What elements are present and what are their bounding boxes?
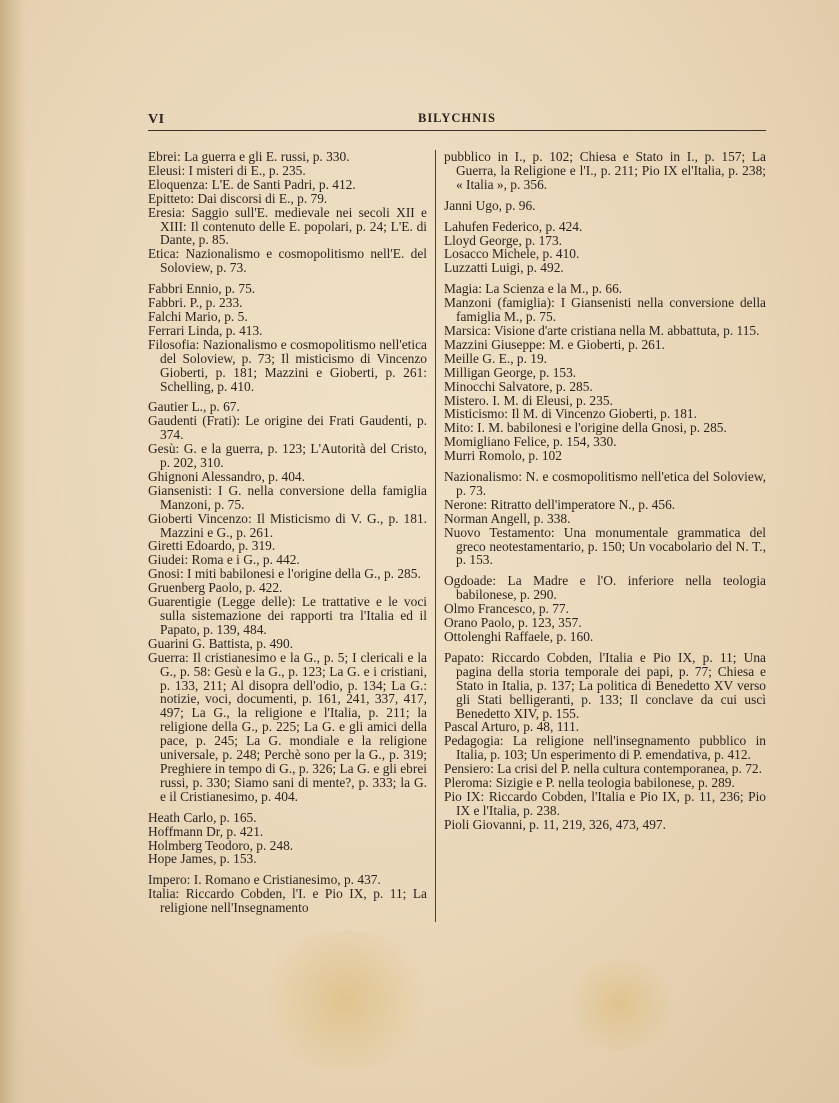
index-entry: Orano Paolo, p. 123, 357. xyxy=(444,615,582,631)
index-entry: Lloyd George, p. 173. xyxy=(444,232,563,248)
index-letter-group xyxy=(444,199,766,213)
index-entry: Giudei: Roma e i G., p. 442. xyxy=(148,552,300,568)
index-entry: Norman Angell, p. 338. xyxy=(444,510,571,526)
index-entry: Guarentigie (Legge delle): Le trattative e le voci sulla sistemazione dei rapporti tra l'Italia ed il Papato, p. 139, 484. xyxy=(148,594,427,637)
index-entry: Gnosi: I miti babilonesi e l'origine della G., p. 285. xyxy=(148,566,421,582)
index-entry: Pioli Giovanni, p. 11, 219, 326, 473, 497. xyxy=(444,816,666,832)
page-number: VI xyxy=(148,112,165,127)
index-entry: Pascal Arturo, p. 48, 111. xyxy=(444,719,580,735)
index-letter-group xyxy=(148,811,427,867)
index-entry: Italia: Riccardo Cobden, l'I. e Pio IX, p. 11; La religione nell'Insegnamento xyxy=(148,886,427,916)
index-entry: Gautier L., p. 67. xyxy=(148,399,240,415)
index-entry: Mito: I. M. babilonesi e l'origine della Gnosi, p. 285. xyxy=(444,420,727,436)
index-entry: Olmo Francesco, p. 77. xyxy=(444,601,569,617)
index-entry: Giansenisti: I G. nella conversione della famiglia Manzoni, p. 75. xyxy=(148,482,427,512)
page-edge-shadow xyxy=(0,0,26,1103)
index-entry: Momigliano Felice, p. 154, 330. xyxy=(444,434,617,450)
index-entry: Epitteto: Dai discorsi di E., p. 79. xyxy=(148,190,328,206)
index-letter-group xyxy=(444,220,766,276)
index-entry: Pensiero: La crisi del P. nella cultura contemporanea, p. 72. xyxy=(444,761,762,777)
index-entry: Ferrari Linda, p. 413. xyxy=(148,322,263,338)
index-entry: Manzoni (famiglia): I Giansenisti nella conversione della famiglia M., p. 75. xyxy=(444,295,766,325)
paper-stain xyxy=(560,960,680,1050)
index-entry: Giretti Edoardo, p. 319. xyxy=(148,538,276,554)
index-entry: Meille G. E., p. 19. xyxy=(444,350,548,366)
index-entry: Eleusi: I misteri di E., p. 235. xyxy=(148,162,306,178)
index-letter-group xyxy=(148,282,427,393)
index-entry: Eloquenza: L'E. de Santi Padri, p. 412. xyxy=(148,176,356,192)
index-entry: Ogdoade: La Madre e l'O. inferiore nella teologia babilonese, p. 290. xyxy=(444,573,766,603)
index-entry: Holmberg Teodoro, p. 248. xyxy=(148,837,294,853)
journal-title: BILYCHNIS xyxy=(417,111,496,125)
index-entry: Janni Ugo, p. 96. xyxy=(444,197,536,213)
index-entry: pubblico in I., p. 102; Chiesa e Stato in I., p. 157; La Guerra, la Religione e l'I., p. 211; Pio IX el'Italia, p. 238; « Italia », p. 356. xyxy=(444,149,766,192)
index-entry: Guarini G. Battista, p. 490. xyxy=(148,635,294,651)
index-entry: Marsica: Visione d'arte cristiana nella M. abbattuta, p. 115. xyxy=(444,322,760,338)
index-entry: Guerra: Il cristianesimo e la G., p. 5; I clericali e la G., p. 58: Gesù e la G., p. 123; La G. e i cristiani, p. 133, 211; Al disopra dell'odio, p. 134; La G.: notizie, voci, documenti, p. 161, 241, 337, 417, 497; La G., la religione e l'Italia, p. 211; la religione della G., p. 225; La G. e gli amici della pace, p. 245; La G. mondiale e la religione universale, p. 248; Perchè sono per la G., p. 319; Preghiere in tempo di G., p. 326; La G. e gli ebrei russi, p. 330; Siamo sani di mente?, p. 333; la G. e il Cristianesimo, p. 404. xyxy=(148,649,427,804)
index-entry: Impero: I. Romano e Cristianesimo, p. 437. xyxy=(148,872,381,888)
index-entry: Mistero. I. M. di Eleusi, p. 235. xyxy=(444,392,613,408)
index-entry: Misticismo: Il M. di Vincenzo Gioberti, p. 181. xyxy=(444,406,697,422)
index-entry: Ghignoni Alessandro, p. 404. xyxy=(148,468,305,484)
index-entry: Ottolenghi Raffaele, p. 160. xyxy=(444,629,594,644)
index-entry: Lahufen Federico, p. 424. xyxy=(444,218,583,234)
index-entry: Filosofia: Nazionalismo e cosmopolitismo nell'etica del Soloview, p. 73; Il misticismo di Vincenzo Gioberti, p. 181; Mazzini e Gioberti, p. 261: Schelling, p. 410. xyxy=(148,336,427,394)
index-letter-group xyxy=(444,574,766,644)
index-entry: Milligan George, p. 153. xyxy=(444,364,577,380)
index-entry: Gesù: G. e la guerra, p. 123; L'Autorità del Cristo, p. 202, 310. xyxy=(148,441,427,471)
index-entry: Eresia: Saggio sull'E. medievale nei secoli XII e XIII: Il contenuto delle E. popolari, p. 24; L'E. di Dante, p. 85. xyxy=(148,204,427,248)
index-letter-group xyxy=(148,873,427,915)
index-entry: Papato: Riccardo Cobden, l'Italia e Pio IX, p. 11; Una pagina della storia temporale dei papi, p. 77; Chiesa e Stato in Italia, p. 137; La politica di Benedetto XV verso gli Stati belligeranti, p. 133; Il conclave da cui uscì Benedetto XIV, p. 155. xyxy=(444,649,766,721)
index-entry: Losacco Michele, p. 410. xyxy=(444,246,580,262)
index-letter-group xyxy=(444,150,766,192)
index-letter-group xyxy=(444,282,766,463)
index-entry: Nazionalismo: N. e cosmopolitismo nell'etica del Soloview, p. 73. xyxy=(444,469,766,498)
index-entry: Mazzini Giuseppe: M. e Gioberti, p. 261. xyxy=(444,336,665,352)
index-letter-group xyxy=(148,400,427,803)
index-entry: Ebrei: La guerra e gli E. russi, p. 330. xyxy=(148,149,350,164)
index-entry: Nuovo Testamento: Una monumentale grammatica del greco neotestamentario, p. 150; Un vocabolario del N. T., p. 153. xyxy=(444,524,766,568)
index-entry: Nerone: Ritratto dell'imperatore N., p. 456. xyxy=(444,496,676,512)
paper-stain xyxy=(250,930,440,1070)
index-entry: Pio IX: Riccardo Cobden, l'Italia e Pio IX, p. 11, 236; Pio IX e l'Italia, p. 238. xyxy=(444,788,766,818)
index-entry: Etica: Nazionalismo e cosmopolitismo nell'E. del Soloview, p. 73. xyxy=(148,246,427,276)
index-entry: Gaudenti (Frati): Le origine dei Frati Gaudenti, p. 374. xyxy=(148,413,427,443)
index-column-left xyxy=(148,150,427,922)
index-letter-group xyxy=(444,651,766,832)
column-divider xyxy=(435,150,436,922)
index-entry: Pleroma: Sizigie e P. nella teologia babilonese, p. 289. xyxy=(444,775,735,791)
index-entry: Minocchi Salvatore, p. 285. xyxy=(444,378,593,394)
index-entry: Magia: La Scienza e la M., p. 66. xyxy=(444,281,623,297)
index-entry: Fabbri. P., p. 233. xyxy=(148,295,243,311)
index-entry: Heath Carlo, p. 165. xyxy=(148,809,257,825)
index-letter-group xyxy=(444,470,766,567)
index-entry: Gruenberg Paolo, p. 422. xyxy=(148,580,283,596)
index-entry: Murri Romolo, p. 102 xyxy=(444,448,562,464)
index-column-right xyxy=(444,150,766,839)
index-entry: Fabbri Ennio, p. 75. xyxy=(148,281,256,297)
index-entry: Pedagogia: La religione nell'insegnamento pubblico in Italia, p. 103; Un esperimento di P. emendativa, p. 412. xyxy=(444,733,766,763)
index-letter-group xyxy=(148,150,427,275)
index-entry: Falchi Mario, p. 5. xyxy=(148,308,248,324)
running-header xyxy=(148,108,766,131)
index-entry: Gioberti Vincenzo: Il Misticismo di V. G., p. 181. Mazzini e G., p. 261. xyxy=(148,510,427,540)
index-entry: Hoffmann Dr, p. 421. xyxy=(148,823,264,839)
index-entry: Hope James, p. 153. xyxy=(148,851,257,867)
index-entry: Luzzatti Luigi, p. 492. xyxy=(444,260,564,276)
